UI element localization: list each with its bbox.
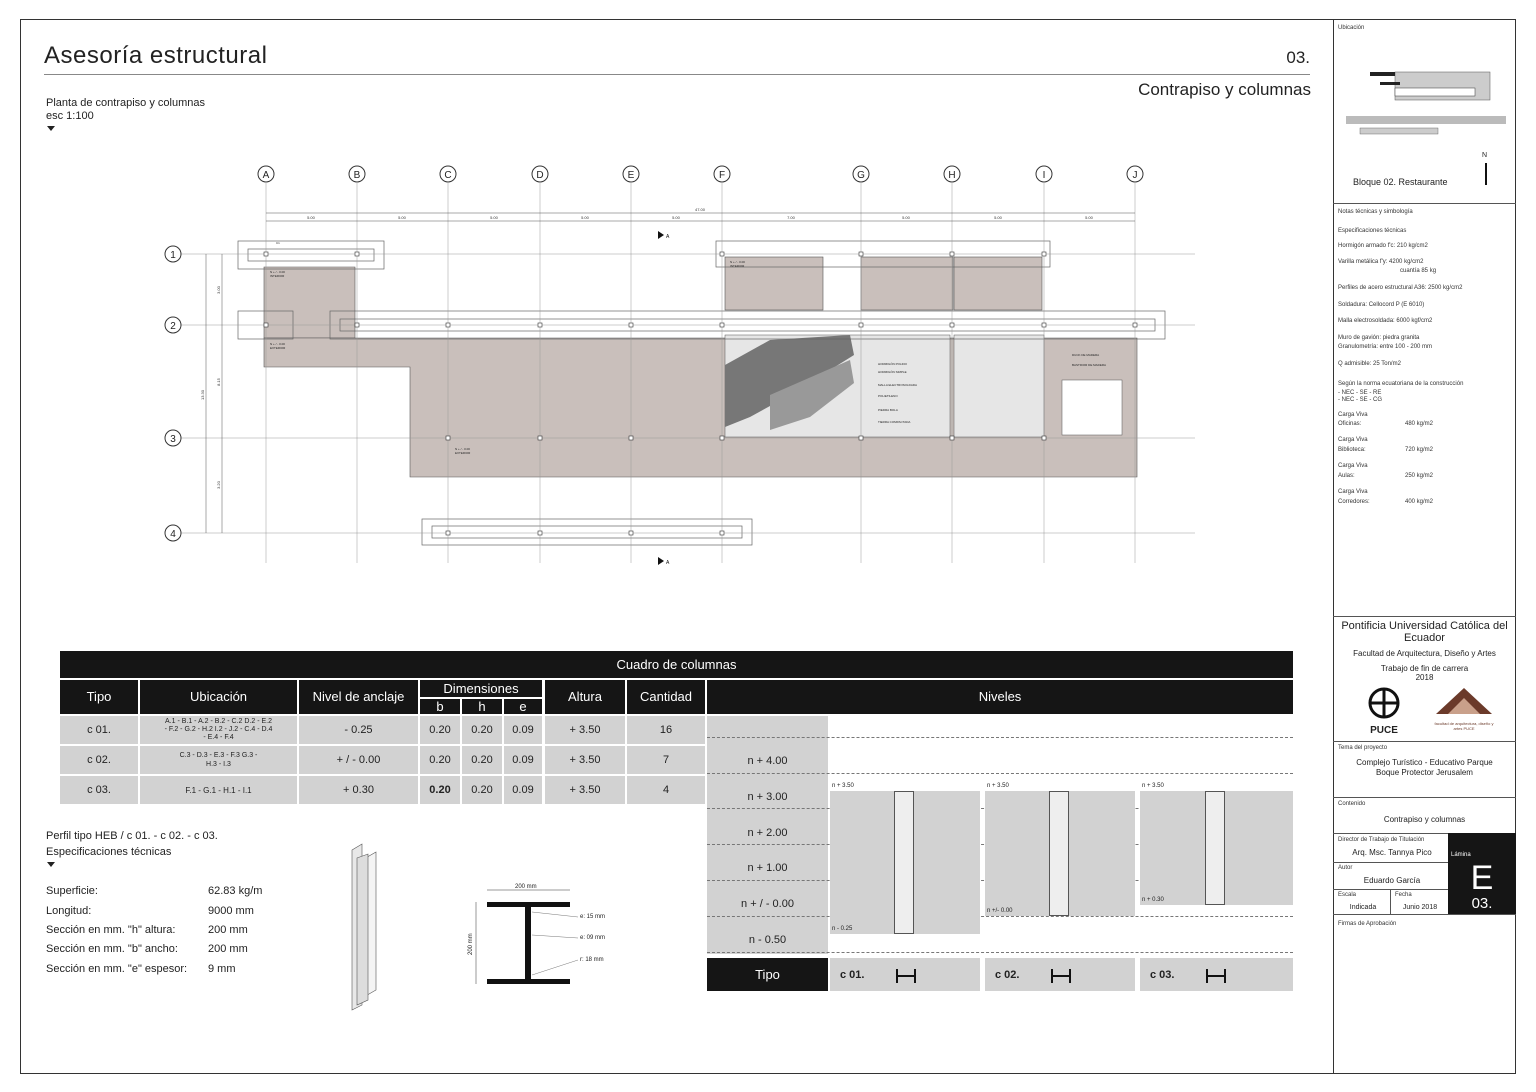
level-note: N + / - 0.00 bbox=[270, 270, 285, 274]
dim-side-3: 3.20 bbox=[216, 481, 221, 489]
cell-altura: + 3.50 bbox=[545, 776, 625, 804]
facultad-logo bbox=[1432, 686, 1496, 732]
cell-e: 0.09 bbox=[504, 716, 542, 744]
axis-j: J bbox=[1132, 170, 1138, 181]
heb-icon bbox=[894, 965, 918, 985]
level-line bbox=[707, 916, 1293, 917]
panel-divider bbox=[1333, 914, 1516, 915]
heb-3d-icon bbox=[340, 840, 390, 1015]
triangle-marker-icon bbox=[47, 862, 55, 867]
sheet-subtitle: Contrapiso y columnas bbox=[1138, 80, 1311, 99]
cell-ubicacion: A.1 - B.1 - A.2 - B.2 - C.2 D.2 - E.2 - F.2 - G.2 - H.2 I.2 - J.2 - C.4 - D.4 - E.4 - F.4 bbox=[140, 716, 297, 744]
section-e2: e: 09 mm bbox=[580, 935, 606, 941]
cell-nivel: + 0.30 bbox=[299, 776, 418, 804]
axis-d: D bbox=[536, 170, 544, 181]
location-map bbox=[1340, 60, 1510, 140]
exterior-note: EXTERIOR bbox=[270, 346, 286, 350]
cell-cantidad: 4 bbox=[627, 776, 705, 804]
axis-2: 2 bbox=[170, 321, 176, 332]
cell-cantidad: 7 bbox=[627, 746, 705, 774]
nota: Perfiles de acero estructural A36: 2500 kg/cm2 bbox=[1338, 285, 1463, 291]
level-line bbox=[707, 952, 1293, 953]
nota: cuantía 85 kg bbox=[1400, 268, 1437, 274]
lamina-number: 03. bbox=[1471, 895, 1493, 912]
dim-side-1: 3.00 bbox=[216, 286, 221, 294]
th-e: e bbox=[504, 699, 542, 714]
panel-divider bbox=[1333, 797, 1516, 798]
bloque-label: Bloque 02. Restaurante bbox=[1353, 177, 1448, 187]
carga-title: Carga Viva bbox=[1338, 489, 1368, 495]
dim-hi: 5.00 bbox=[994, 215, 1002, 220]
contenido-value: Contrapiso y columnas bbox=[1383, 815, 1466, 824]
legend-malla: MALLA ELECTROSOLDADA bbox=[878, 383, 918, 387]
section-e1: e: 15 mm bbox=[580, 914, 606, 920]
lamina-label: Lámina bbox=[1451, 852, 1471, 858]
footer-tipo: Tipo bbox=[707, 958, 828, 991]
cell-nivel: + / - 0.00 bbox=[299, 746, 418, 774]
contenido-label: Contenido bbox=[1338, 801, 1366, 807]
interior-note: INTERIOR bbox=[730, 264, 745, 268]
legend-duck: DUCK DE MADERA bbox=[1072, 353, 1100, 357]
carga-title: Carga Viva bbox=[1338, 412, 1368, 418]
section-mark-top: A bbox=[666, 234, 670, 240]
section-width: 200 mm bbox=[515, 884, 537, 890]
spec-value: 9 mm bbox=[208, 963, 236, 975]
axis-e: E bbox=[627, 170, 635, 181]
column-c01 bbox=[894, 791, 914, 934]
axis-f: F bbox=[718, 170, 726, 181]
footer-type-c02 bbox=[985, 958, 1135, 991]
level-label: n + 4.00 bbox=[707, 755, 828, 767]
cell-tipo: c 03. bbox=[60, 776, 138, 804]
trabajo-label: Trabajo de fin de carrera bbox=[1380, 664, 1469, 673]
dim-ij: 5.00 bbox=[1085, 215, 1093, 220]
cell-e: 0.09 bbox=[504, 776, 542, 804]
axis-4: 4 bbox=[170, 529, 176, 540]
director-value: Arq. Msc. Tannya Pico bbox=[1352, 848, 1432, 857]
nota: Especificaciones técnicas bbox=[1338, 228, 1407, 234]
autor-label: Autor bbox=[1338, 865, 1353, 871]
th-nivel: Nivel de anclaje bbox=[299, 680, 418, 714]
th-tipo: Tipo bbox=[60, 680, 138, 714]
nota: Según la norma ecuatoriana de la construcción bbox=[1338, 381, 1464, 387]
carga-label: Biblioteca: bbox=[1338, 447, 1366, 453]
type-label: c 03. bbox=[1150, 968, 1175, 981]
facultad-name: Facultad de Arquitectura, Diseño y Artes bbox=[1353, 649, 1496, 658]
cell-cantidad: 16 bbox=[627, 716, 705, 744]
nota: Muro de gavión: piedra granita bbox=[1338, 335, 1420, 341]
section-mark-bottom: A bbox=[666, 560, 670, 566]
level-label: n + / - 0.00 bbox=[707, 898, 828, 910]
type-label: c 01. bbox=[840, 968, 865, 981]
carga-title: Carga Viva bbox=[1338, 463, 1368, 469]
spec-label: Sección en mm. "h" altura: bbox=[46, 924, 176, 936]
spec-value: 200 mm bbox=[208, 924, 248, 936]
floor-plan bbox=[150, 155, 1210, 575]
panel-divider bbox=[1333, 862, 1448, 863]
carga-label: Aulas: bbox=[1338, 473, 1355, 479]
spec-label: Superficie: bbox=[46, 885, 98, 897]
dim-total: 47.00 bbox=[694, 207, 706, 212]
cell-b: 0.20 bbox=[420, 776, 460, 804]
director-label: Director de Trabajo de Titulación bbox=[1338, 837, 1425, 843]
legend-tierra: TIERRA COMPACTADA bbox=[878, 420, 911, 424]
carga-label: Oficinas: bbox=[1338, 421, 1362, 427]
cell-tipo: c 02. bbox=[60, 746, 138, 774]
ubicacion-label: Ubicación bbox=[1338, 25, 1365, 31]
dim-de: 5.00 bbox=[581, 215, 589, 220]
carga-title: Carga Viva bbox=[1338, 437, 1368, 443]
puce-logo-text: PUCE bbox=[1370, 725, 1398, 736]
sheet-number: 03. bbox=[1286, 48, 1310, 67]
axis-i: I bbox=[1042, 170, 1046, 181]
axis-3: 3 bbox=[170, 434, 176, 445]
dim-gh: 5.00 bbox=[902, 215, 910, 220]
nota: Hormigón armado f'c: 210 kg/cm2 bbox=[1338, 243, 1428, 249]
nota: Q admisible: 25 Ton/m2 bbox=[1338, 361, 1401, 367]
cell-h: 0.20 bbox=[462, 746, 502, 774]
north-label: N bbox=[1482, 152, 1488, 159]
university-name: Pontificia Universidad Católica del Ecuador bbox=[1341, 620, 1508, 644]
th-dimensiones: Dimensiones bbox=[420, 680, 542, 697]
level-label: n - 0.50 bbox=[707, 934, 828, 946]
dim-bc: 5.00 bbox=[398, 215, 406, 220]
dim-ab: 5.00 bbox=[307, 215, 315, 220]
tema-label: Tema del proyecto bbox=[1338, 745, 1388, 751]
spec-label: Sección en mm. "e" espesor: bbox=[46, 963, 188, 975]
carga-value: 250 kg/m2 bbox=[1405, 473, 1434, 479]
panel-divider bbox=[1390, 889, 1391, 914]
legend-hormigon-simple: HORMIGÓN SIMPLE bbox=[878, 370, 907, 374]
panel-divider bbox=[1333, 741, 1516, 742]
spec-label: Longitud: bbox=[46, 905, 92, 917]
axis-1: 1 bbox=[170, 250, 176, 261]
level-label: n + 1.00 bbox=[707, 862, 828, 874]
fecha-value: Junio 2018 bbox=[1402, 904, 1438, 911]
elev-bottom: n - 0.25 bbox=[832, 926, 853, 932]
th-h: h bbox=[462, 699, 502, 714]
perfil-sub: Especificaciones técnicas bbox=[46, 846, 172, 858]
tema-value: Complejo Turístico - Educativo Parque Boque Protector Jerusalem bbox=[1356, 758, 1493, 777]
cell-altura: + 3.50 bbox=[545, 716, 625, 744]
autor-value: Eduardo García bbox=[1363, 876, 1421, 885]
cell-b: 0.20 bbox=[420, 716, 460, 744]
legend-hormigon-polido: HORMIGÓN POLIDO bbox=[878, 362, 908, 366]
cell-altura: + 3.50 bbox=[545, 746, 625, 774]
level-line bbox=[707, 737, 1293, 738]
level-note: N + / - 0.00 bbox=[270, 342, 285, 346]
carga-value: 480 kg/m2 bbox=[1405, 421, 1434, 427]
legend-bastidor: BASTIDOR DE MADERA bbox=[1072, 363, 1107, 367]
interior-note: INTERIOR bbox=[270, 274, 285, 278]
cell-h: 0.20 bbox=[462, 716, 502, 744]
cuadro-title: Cuadro de columnas bbox=[60, 651, 1293, 678]
axis-a: A bbox=[262, 170, 270, 181]
cell-b: 0.20 bbox=[420, 746, 460, 774]
beam-tag: C1 bbox=[276, 241, 280, 245]
section-height: 200 mm bbox=[468, 933, 474, 955]
firmas-label: Firmas de Aprobación bbox=[1338, 921, 1397, 927]
level-label: n + 2.00 bbox=[707, 827, 828, 839]
level-note: N + / - 0.00 bbox=[455, 447, 470, 451]
escala-label: Escala bbox=[1338, 892, 1357, 898]
header-rule bbox=[44, 74, 1310, 75]
plan-slabs bbox=[264, 257, 1137, 477]
triangle-marker-icon bbox=[47, 126, 55, 131]
axis-b: B bbox=[353, 170, 361, 181]
year-label: 2018 bbox=[1415, 673, 1434, 682]
type-label: c 02. bbox=[995, 968, 1020, 981]
plan-scale: esc 1:100 bbox=[46, 110, 94, 122]
cell-ubicacion: C.3 - D.3 - E.3 - F.3 G.3 - H.3 - I.3 bbox=[140, 746, 297, 774]
th-ubicacion: Ubicación bbox=[140, 680, 297, 714]
dim-side-total: 13.30 bbox=[200, 389, 205, 401]
level-label: n + 3.00 bbox=[707, 791, 828, 803]
axis-g: G bbox=[857, 170, 865, 181]
legend-piedra: PIEDRA BOLA bbox=[878, 408, 898, 412]
page-title: Asesoría estructural bbox=[44, 42, 268, 69]
panel-divider bbox=[1333, 203, 1516, 204]
nota: Malla electrosoldada: 6000 kgf/cm2 bbox=[1338, 318, 1433, 324]
nota: Soldadura: Cellocord P (E 6010) bbox=[1338, 302, 1425, 308]
nota: - NEC - SE - CG bbox=[1338, 397, 1383, 403]
perfil-heading: Perfil tipo HEB / c 01. - c 02. - c 03. bbox=[46, 830, 218, 842]
elev-top: n + 3.50 bbox=[832, 783, 854, 789]
level-note: N + / - 0.00 bbox=[730, 260, 745, 264]
nota: Varilla metálica f'y: 4200 kg/cm2 bbox=[1338, 259, 1424, 265]
carga-value: 400 kg/m2 bbox=[1405, 499, 1434, 505]
facultad-logo-text: facultad de arquitectura, diseño y artes PUCE bbox=[1434, 721, 1494, 731]
level-line bbox=[707, 773, 1293, 774]
plan-title: Planta de contrapiso y columnas bbox=[46, 97, 205, 109]
column-c03 bbox=[1205, 791, 1225, 905]
axis-h: H bbox=[948, 170, 956, 181]
spec-value: 62.83 kg/m bbox=[208, 885, 263, 897]
elev-bottom: n +/- 0.00 bbox=[987, 908, 1013, 914]
heb-icon bbox=[1204, 965, 1228, 985]
cell-tipo: c 01. bbox=[60, 716, 138, 744]
lamina-letter: E bbox=[1470, 859, 1494, 897]
th-niveles: Niveles bbox=[707, 680, 1293, 714]
dim-fg: 7.00 bbox=[787, 215, 795, 220]
carga-label: Corredores: bbox=[1338, 499, 1370, 505]
cell-h: 0.20 bbox=[462, 776, 502, 804]
elev-bottom: n + 0.30 bbox=[1142, 897, 1164, 903]
elev-top: n + 3.50 bbox=[1142, 783, 1164, 789]
nota: Granulometría: entre 100 - 200 mm bbox=[1338, 344, 1433, 350]
col-axis-labels bbox=[258, 166, 1143, 182]
dim-cd: 5.00 bbox=[490, 215, 498, 220]
axis-c: C bbox=[444, 170, 452, 181]
dim-side-2: 8.15 bbox=[216, 378, 221, 386]
spec-value: 9000 mm bbox=[208, 905, 254, 917]
panel-divider bbox=[1333, 616, 1516, 617]
escala-value: Indicada bbox=[1349, 904, 1377, 911]
cell-ubicacion: F.1 - G.1 - H.1 - I.1 bbox=[140, 776, 297, 804]
cell-e: 0.09 bbox=[504, 746, 542, 774]
heb-section-drawing bbox=[460, 880, 620, 990]
elev-top: n + 3.50 bbox=[987, 783, 1009, 789]
footer-type-c03 bbox=[1140, 958, 1293, 991]
cell-nivel: - 0.25 bbox=[299, 716, 418, 744]
puce-logo bbox=[1364, 686, 1404, 736]
dim-ef: 5.00 bbox=[672, 215, 680, 220]
heb-icon bbox=[1049, 965, 1073, 985]
exterior-note: EXTERIOR bbox=[455, 451, 471, 455]
footer-type-c01 bbox=[830, 958, 980, 991]
fecha-label: Fecha bbox=[1395, 892, 1412, 898]
th-cantidad: Cantidad bbox=[627, 680, 705, 714]
spec-label: Sección en mm. "b" ancho: bbox=[46, 943, 178, 955]
row-axis-labels bbox=[165, 246, 181, 541]
section-r: r: 18 mm bbox=[580, 957, 604, 963]
notas-title: Notas técnicas y simbología bbox=[1338, 209, 1413, 215]
column-c02 bbox=[1049, 791, 1069, 916]
th-b: b bbox=[420, 699, 460, 714]
carga-value: 720 kg/m2 bbox=[1405, 447, 1434, 453]
nota: - NEC - SE - RE bbox=[1338, 390, 1382, 396]
legend-polietileno: POLIETILENO bbox=[878, 394, 898, 398]
north-arrow-icon bbox=[1485, 163, 1487, 185]
th-altura: Altura bbox=[545, 680, 625, 714]
spec-value: 200 mm bbox=[208, 943, 248, 955]
